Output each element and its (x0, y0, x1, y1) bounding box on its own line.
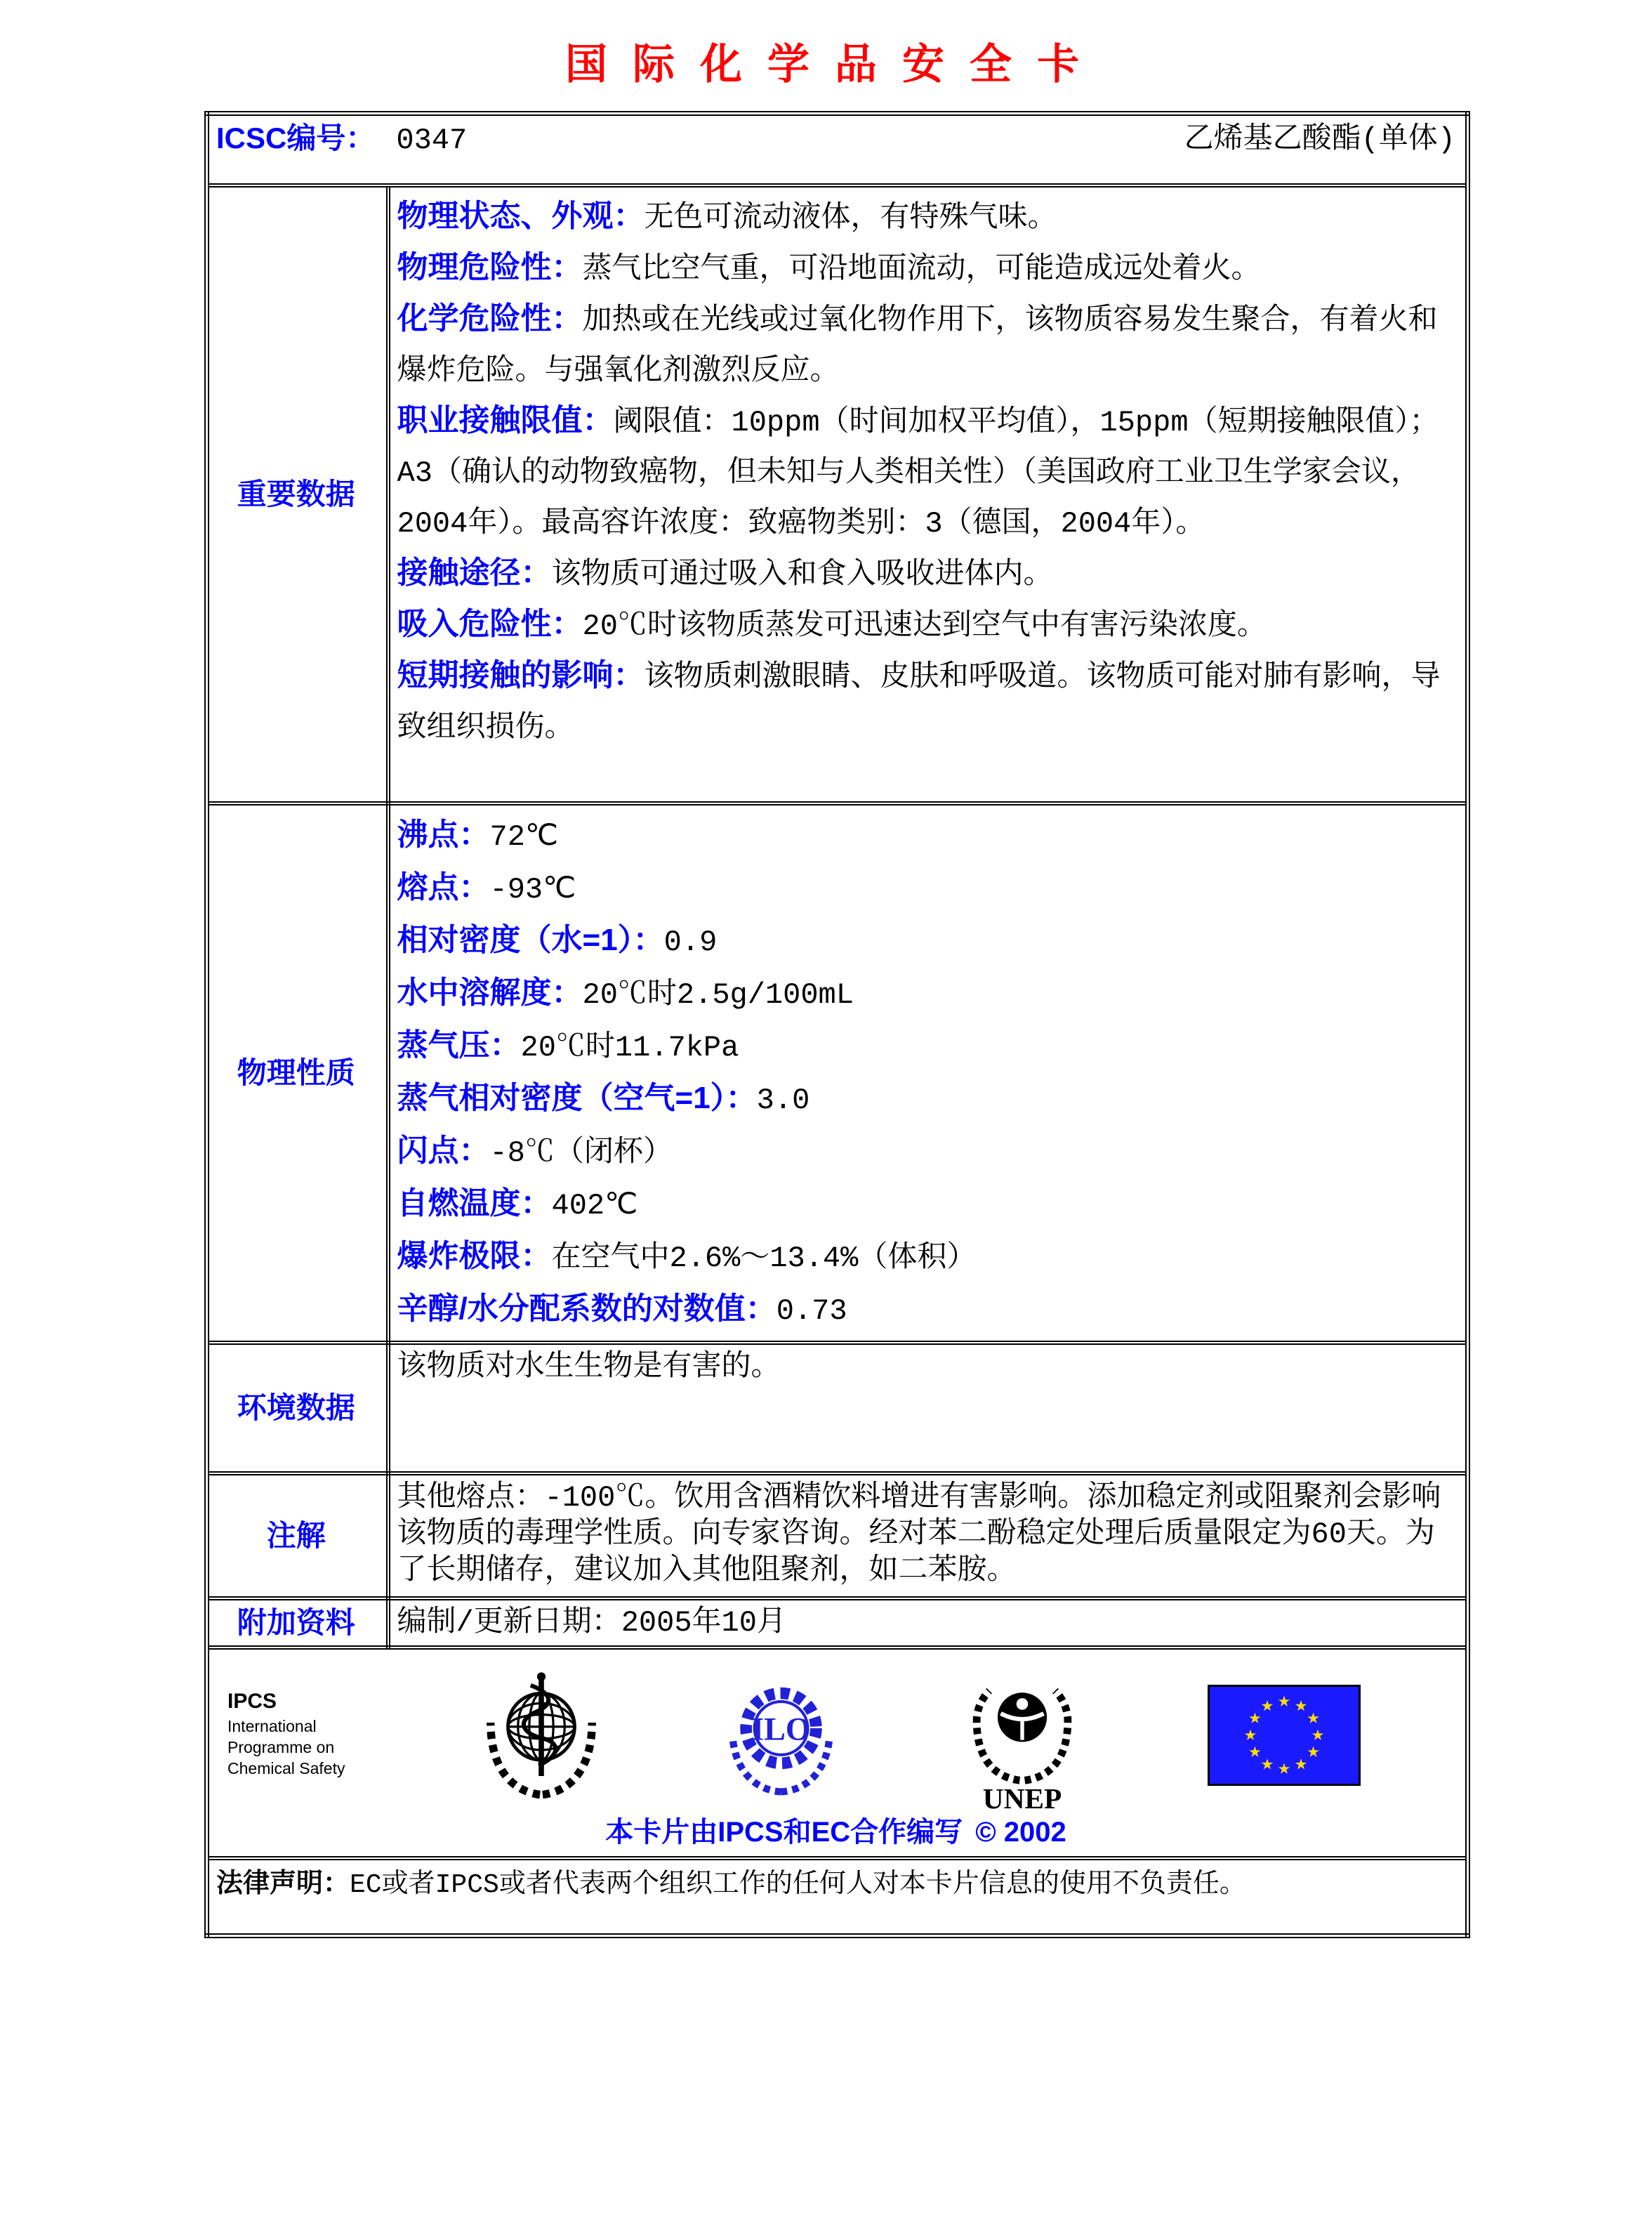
environment-data-content: 该物质对水生生物是有害的。 (388, 1343, 1468, 1473)
ilo-logo-icon (716, 1676, 846, 1796)
section-label-physical: 物理性质 (207, 803, 388, 1343)
additional-info-content: 编制/更新日期：2005年10月 (388, 1598, 1468, 1648)
ipcs-line-2: International (227, 1717, 317, 1735)
physical-item: 相对密度（水=1）：0.9 (397, 923, 718, 959)
physical-item: 熔点：-93℃ (397, 870, 576, 907)
icsc-number-label: ICSC编号： (216, 121, 376, 154)
physical-item: 自燃温度：402℃ (397, 1186, 638, 1223)
section-label-notes: 注解 (207, 1473, 388, 1598)
notes-row (207, 1473, 1468, 1598)
chemical-name: 乙烯基乙酸酯(单体) (1184, 122, 1456, 157)
environment-data-row (207, 1343, 1468, 1473)
additional-info-row (207, 1598, 1468, 1648)
eu-flag-icon (1208, 1685, 1361, 1786)
section-label-important: 重要数据 (207, 185, 388, 803)
svg-text:UNEP: UNEP (982, 1782, 1062, 1813)
page-title: 国际化学品安全卡 (565, 41, 1104, 88)
important-item: 接触途径：该物质可通过吸入和食入吸收进体内。 (397, 555, 1053, 592)
icsc-number-value: 0347 (396, 124, 468, 157)
legal-label: 法律声明： (216, 1869, 350, 1898)
notes-content: 其他熔点：-100℃。饮用含酒精饮料增进有害影响。添加稳定剂或阻聚剂会影响该物质的毒理学性质。向专家咨询。经对苯二酚稳定处理后质量限定为60天。为了长期储存，建议加入其他阻聚剂，如二苯胺。 (388, 1473, 1468, 1598)
cooperation-caption (216, 1814, 1455, 1850)
ipcs-title: IPCS (227, 1690, 277, 1713)
svg-text:ILO: ILO (751, 1711, 811, 1747)
important-item: 职业接触限值：阈限值：10ppm（时间加权平均值），15ppm（短期接触限值）；A3（确认的动物致癌物，但未知与人类相关性）（美国政府工业卫生学家会议，2004年）。最高容许浓度：致癌物类别：3（德国，2004年）。 (397, 403, 1439, 541)
icsc-card-table (204, 111, 1470, 1938)
header-row (207, 114, 1468, 186)
legal-row (207, 1858, 1468, 1936)
physical-item: 蒸气相对密度（空气=1）：3.0 (397, 1081, 810, 1117)
ipcs-line-4: Chemical Safety (227, 1759, 345, 1777)
important-item: 物理危险性：蒸气比空气重，可沿地面流动，可能造成远处着火。 (397, 250, 1261, 287)
logos-row (207, 1648, 1468, 1858)
ipcs-text-block (227, 1688, 345, 1779)
physical-properties-row (207, 803, 1468, 1343)
physical-item: 水中溶解度：20℃时2.5g/100mL (397, 975, 854, 1012)
physical-properties-content (388, 803, 1468, 1343)
physical-item: 辛醇/水分配系数的对数值：0.73 (397, 1291, 847, 1328)
physical-item: 爆炸极限：在空气中2.6%～13.4%（体积） (397, 1239, 977, 1275)
unep-logo-icon (959, 1669, 1085, 1813)
physical-item: 蒸气压：20℃时11.7kPa (397, 1028, 739, 1065)
legal-text: EC或者IPCS或者代表两个组织工作的任何人对本卡片信息的使用不负责任。 (350, 1870, 1246, 1900)
section-label-additional: 附加资料 (207, 1598, 388, 1648)
important-item: 化学危险性：加热或在光线或过氧化物作用下，该物质容易发生聚合，有着火和爆炸危险。与强氧化剂激烈反应。 (397, 301, 1438, 388)
physical-item: 沸点：72℃ (397, 817, 559, 854)
important-data-content (388, 185, 1468, 803)
section-label-environment: 环境数据 (207, 1343, 388, 1473)
important-item: 物理状态、外观：无色可流动液体，有特殊气味。 (397, 199, 1057, 235)
important-item: 吸入危险性：20℃时该物质蒸发可迅速达到空气中有害污染浓度。 (397, 607, 1267, 643)
physical-item: 闪点：-8℃（闭杯） (397, 1133, 673, 1170)
copyright-text: © 2002 (975, 1817, 1066, 1848)
caption-text: 本卡片由IPCS和EC合作编写 (605, 1817, 963, 1848)
important-data-row (207, 185, 1468, 803)
important-item: 短期接触的影响：该物质刺激眼睛、皮肤和呼吸道。该物质可能对肺有影响，导致组织损伤。 (397, 658, 1441, 745)
icsc-number-group (216, 120, 467, 159)
logos-strip (216, 1654, 1455, 1852)
who-logo-icon (475, 1669, 608, 1803)
ipcs-line-3: Programme on (227, 1738, 335, 1756)
